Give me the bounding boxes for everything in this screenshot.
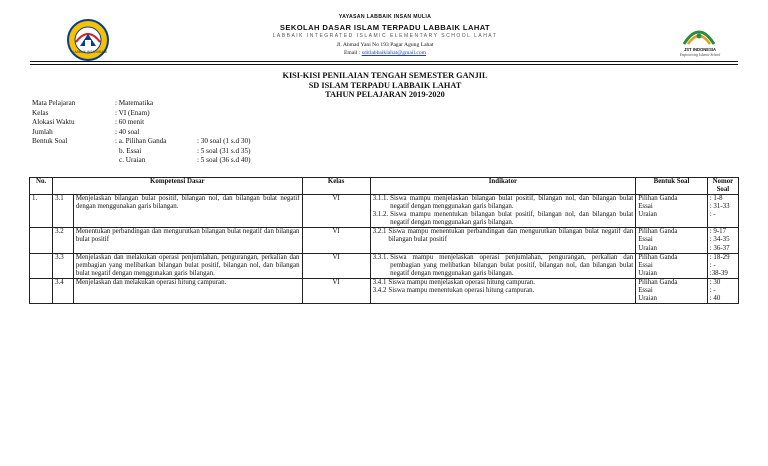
header-divider: [30, 61, 738, 62]
header-bentuk-soal: Bentuk Soal: [636, 178, 708, 195]
bentuk-soal-item: Pilihan Ganda: [638, 195, 678, 202]
table-row: [30, 253, 739, 278]
bentuk-soal-item: Pilihan Ganda: [638, 278, 678, 286]
bentuk-soal-item: Uraian: [638, 211, 657, 219]
school-address: Jl. Ahmad Yani No 193 Pagar Agung Lahat: [336, 42, 434, 48]
cell-bentuk-soal: [636, 278, 708, 303]
school-name: SEKOLAH DASAR ISLAM TERPADU LABBAIK LAHAT: [279, 23, 491, 32]
nomor-soal-item: : 18-29: [709, 253, 730, 261]
table-row: [30, 278, 739, 303]
cell-kd-number: 3.3: [53, 253, 74, 278]
indikator-text: Siswa mampu menjelaskan operasi penjumlahan, pengurangan, perkalian dan pembagian yang melibatkan bilangan bulat positif, bilangan nol, dan bilangan bulat negatif dengan menggunakan garis bilangan.: [390, 253, 634, 277]
info-kelas-label: Kelas: [32, 108, 49, 117]
header-kelas: Kelas: [302, 178, 370, 195]
bentuk-soal-item: Pilihan Ganda: [638, 253, 678, 261]
nomor-soal-item: : -: [709, 287, 716, 295]
bentuk-soal-item: Essai: [638, 203, 653, 211]
indikator-number: 3.2.1: [372, 228, 387, 236]
school-name-english: LABBAIK INTEGRATED ISLAMIC ELEMENTARY SCHOOL LAHAT: [272, 33, 498, 39]
header-nomor-soal: Nomor Soal: [707, 178, 738, 195]
info-bentuk-c: c. Uraian: [119, 156, 146, 164]
cell-no: 1.: [30, 195, 53, 228]
info-waktu-label: Alokasi Waktu: [32, 118, 75, 126]
cell-nomor-soal: [707, 278, 738, 303]
cell-bentuk-soal: [636, 195, 708, 228]
table-row: [30, 228, 739, 253]
cell-nomor-soal: [707, 195, 738, 228]
indikator-text: Siswa mampu menjelaskan operasi hitung campuran.: [388, 278, 536, 286]
nomor-soal-item: : 9-17: [709, 228, 727, 236]
nomor-soal-item: : 34-35: [709, 236, 730, 244]
cell-kompetensi-dasar: Menjelaskan dan melakukan operasi penjumlahan, pengurangan, perkalian dan pembagian yang melibatkan bilangan bulat positif, bilangan nol, dan bilangan bulat negatif dengan menggunakan garis bilangan.: [73, 253, 302, 278]
indikator-item: [373, 228, 634, 244]
indikator-number: 3.4.1: [372, 278, 387, 286]
foundation-name: YAYASAN LABBAIK INSAN MULIA: [338, 14, 432, 20]
nomor-soal-item: : 36-37: [709, 244, 730, 252]
indikator-item: [373, 279, 634, 287]
email-label: Email :: [343, 50, 362, 56]
cell-no: [30, 253, 53, 278]
bentuk-soal-item: Uraian: [638, 295, 657, 303]
school-logo-icon: [66, 18, 110, 62]
cell-indikator: [370, 278, 636, 303]
indikator-item: [373, 254, 634, 278]
header-kompetensi-dasar: Kompetensi Dasar: [53, 178, 302, 195]
bentuk-soal-item: Pilihan Ganda: [638, 228, 678, 236]
indikator-number: 3.4.2: [372, 287, 387, 295]
nomor-soal-item: : 1-8: [709, 195, 723, 202]
school-email-line: [150, 50, 620, 56]
info-bentuk-label: Bentuk Soal: [32, 137, 68, 145]
cell-indikator: [370, 253, 636, 278]
nomor-soal-item: : 30: [709, 278, 721, 286]
nomor-soal-item: : -: [709, 211, 716, 219]
info-jumlah-value: : 40 soal: [115, 127, 140, 136]
right-logo-tagline: Empowering Islamic School: [679, 53, 721, 57]
indikator-item: [373, 195, 634, 211]
indikator-text: Siswa mampu menentukan perbandingan dan mengurutkan bilangan bulat negatif dan bilangan bulat positif: [388, 228, 634, 244]
kisi-kisi-table: [29, 177, 739, 304]
header-indikator: Indikator: [370, 178, 636, 195]
cell-kd-number: 3.1: [53, 195, 74, 228]
nomor-soal-item: : 31-33: [709, 203, 730, 211]
document-title: KISI-KISI PENILAIAN TENGAH SEMESTER GANJIL: [282, 71, 488, 80]
cell-kelas: VI: [302, 228, 370, 253]
cell-kompetensi-dasar: Menjelaskan dan melakukan operasi hitung campuran.: [73, 278, 302, 303]
cell-nomor-soal: [707, 228, 738, 253]
indikator-text: Siswa mampu menentukan operasi hitung campuran.: [388, 287, 535, 295]
indikator-number: 3.3.1.: [372, 253, 389, 261]
academic-year: TAHUN PELAJARAN 2019-2020: [325, 90, 445, 99]
indikator-item: [373, 287, 634, 295]
table-row: [30, 195, 739, 228]
document-subtitle: SD ISLAM TERPADU LABBAIK LAHAT: [308, 80, 462, 90]
cell-kompetensi-dasar: Menjelaskan bilangan bulat positif, bilangan nol, dan bilangan bulat negatif dengan menggunakan garis bilangan.: [73, 195, 302, 228]
info-bentuk-a-value: : 30 soal (1 s.d 30): [197, 137, 251, 145]
indikator-text: Siswa mampu menjelaskan bilangan bulat positif, bilangan nol, dan bilangan bulat negatif dengan menggunakan garis bilangan.: [390, 195, 634, 211]
indikator-number: 3.1.1.: [372, 195, 389, 202]
bentuk-soal-item: Essai: [638, 287, 653, 295]
info-bentuk-a: : a. Pilihan Ganda: [115, 137, 167, 145]
nomor-soal-item: :38-39: [709, 269, 728, 277]
cell-no: [30, 278, 53, 303]
bentuk-soal-item: Uraian: [638, 244, 657, 252]
email-link[interactable]: sditlabbaiklahat@gmail.com: [361, 50, 427, 56]
cell-indikator: [370, 228, 636, 253]
info-bentuk-c-value: : 5 soal (36 s.d 40): [197, 156, 251, 164]
info-waktu-value: : 60 menit: [115, 118, 145, 126]
cell-no: [30, 228, 53, 253]
indikator-item: [373, 211, 634, 227]
cell-bentuk-soal: [636, 228, 708, 253]
cell-nomor-soal: [707, 253, 738, 278]
cell-bentuk-soal: [636, 253, 708, 278]
header-divider-thin: [30, 64, 738, 65]
info-mapel-value: : Matematika: [115, 99, 154, 107]
bentuk-soal-item: Uraian: [638, 269, 657, 277]
info-jumlah-label: Jumlah: [32, 127, 53, 136]
info-bentuk-b: b. Essai: [119, 146, 142, 155]
cell-kd-number: 3.2: [53, 228, 74, 253]
info-mapel-label: Mata Pelajaran: [32, 99, 76, 107]
nomor-soal-item: : 40: [709, 295, 721, 303]
info-kelas-value: : VI (Enam): [115, 108, 150, 117]
cell-kelas: VI: [302, 253, 370, 278]
cell-kelas: VI: [302, 278, 370, 303]
bentuk-soal-item: Essai: [638, 261, 653, 269]
cell-kelas: VI: [302, 195, 370, 228]
nomor-soal-item: : -: [709, 261, 716, 269]
cell-indikator: [370, 195, 636, 228]
right-logo-text: JST INDONESIA: [683, 47, 717, 52]
indikator-number: 3.1.2.: [372, 211, 389, 219]
cell-kd-number: 3.4: [53, 278, 74, 303]
header-no: No.: [30, 178, 53, 195]
info-bentuk-b-value: : 5 soal (31 s.d 35): [197, 146, 251, 155]
left-logo-caption: LABBAIK INSAN MULIA: [72, 50, 108, 54]
bentuk-soal-item: Essai: [638, 236, 653, 244]
indikator-text: Siswa mampu menentukan bilangan bulat positif, bilangan nol, dan bilangan bulat negatif dengan menggunakan garis bilangan.: [390, 211, 634, 227]
table-header-row: [30, 178, 739, 195]
cell-kompetensi-dasar: Menentukan perbandingan dan mengurutkan bilangan bulat negatif dan bilangan bulat positif: [73, 228, 302, 253]
